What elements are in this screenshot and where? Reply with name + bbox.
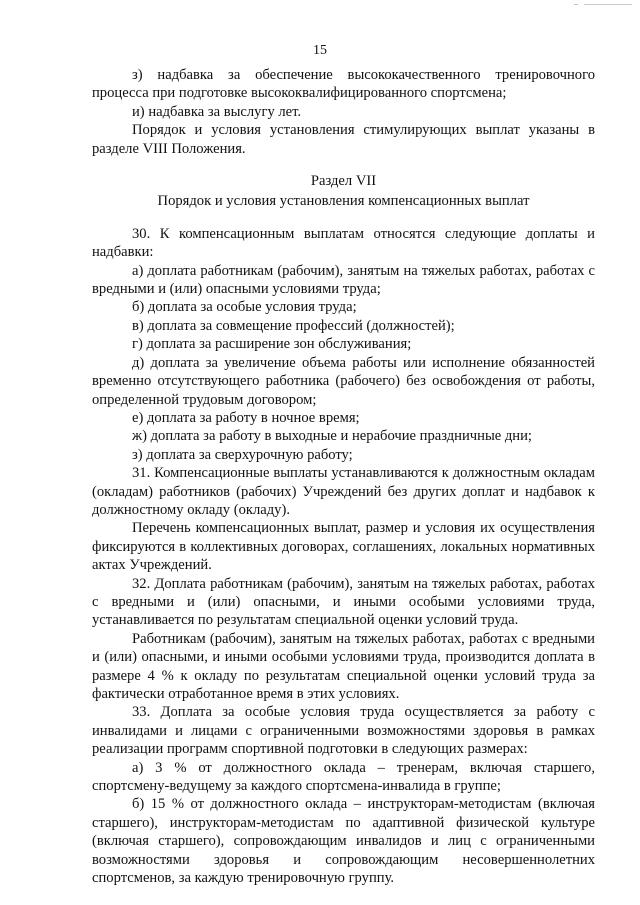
list-item: д) доплата за увеличение объема работы или исполнение обязанностей временно отсутствующего работника (рабочего) без освобождения от работы, определенной трудовым договором; — [92, 354, 595, 408]
document-body — [92, 66, 595, 887]
paragraph: и) надбавка за выслугу лет. — [132, 103, 302, 120]
scan-artifact — [574, 4, 578, 6]
scan-artifact — [584, 4, 632, 6]
list-item: а) 3 % от должностного оклада – тренерам, включая старшего, спортсмену-ведущему за каждого спортсмена-инвалида в группе; — [92, 759, 595, 795]
list-item: ж) доплата за работу в выходные и нерабочие праздничные дни; — [132, 428, 532, 445]
paragraph: Работникам (рабочим), занятым на тяжелых работах, работах с вредными и (или) опасными, и иными особыми условиями труда, производится доплата в размере 4 % к окладу по результатам специальной оценки условий труда за фактически отработанное время в этих условиях. — [92, 630, 595, 702]
list-item: б) 15 % от должностного оклада – инструкторам-методистам (включая старшего), инструкторам-методистам по адаптивной физической культуре (включая старшего), сопровождающим инвалидов и лиц с ограниченными возможностями здоровья и сопровождающим несовершеннолетних спортсменов, за каждую тренировочную группу. — [92, 796, 595, 887]
section-title: Раздел VII — [310, 173, 377, 190]
paragraph: 33. Доплата за особые условия труда осуществляется за работу с инвалидами и лицами с ограниченными возможностями здоровья в рамках реализации программ спортивной подготовки в следующих размерах: — [92, 704, 595, 758]
list-item: в) доплата за совмещение профессий (должностей); — [132, 317, 455, 334]
paragraph: 32. Доплата работникам (рабочим), занятым на тяжелых работах, работах с вредными и (или) опасными, и иными особыми условиями труда, устанавливается по результатам специальной оценки условий труда. — [92, 575, 595, 629]
paragraph: 30. К компенсационным выплатам относятся следующие доплаты и надбавки: — [92, 225, 595, 261]
paragraph: 31. Компенсационные выплаты устанавливаются к должностным окладам (окладам) работников (рабочих) Учреждений без других доплат и надбавок к должностному окладу (окладу). — [92, 465, 595, 518]
list-item: б) доплата за особые условия труда; — [132, 299, 357, 316]
page-number: 15 — [313, 43, 327, 58]
list-item: е) доплата за работу в ночное время; — [132, 409, 360, 426]
paragraph: Порядок и условия установления стимулирующих выплат указаны в разделе VIII Положения. — [92, 122, 595, 157]
section-subtitle: Порядок и условия установления компенсационных выплат — [157, 193, 530, 210]
paragraph: з) надбавка за обеспечение высококачественного тренировочного процесса при подготовке высококвалифицированного спортсмена; — [92, 67, 595, 102]
list-item: г) доплата за расширение зон обслуживания; — [132, 336, 412, 353]
paragraph: Перечень компенсационных выплат, размер и условия их осуществления фиксируются в коллективных договорах, соглашениях, локальных нормативных актах Учреждений. — [92, 520, 595, 574]
list-item: з) доплата за сверхурочную работу; — [132, 446, 353, 463]
list-item: а) доплата работникам (рабочим), занятым на тяжелых работах, работах с вредными и (или) опасными условиями труда; — [92, 262, 595, 298]
